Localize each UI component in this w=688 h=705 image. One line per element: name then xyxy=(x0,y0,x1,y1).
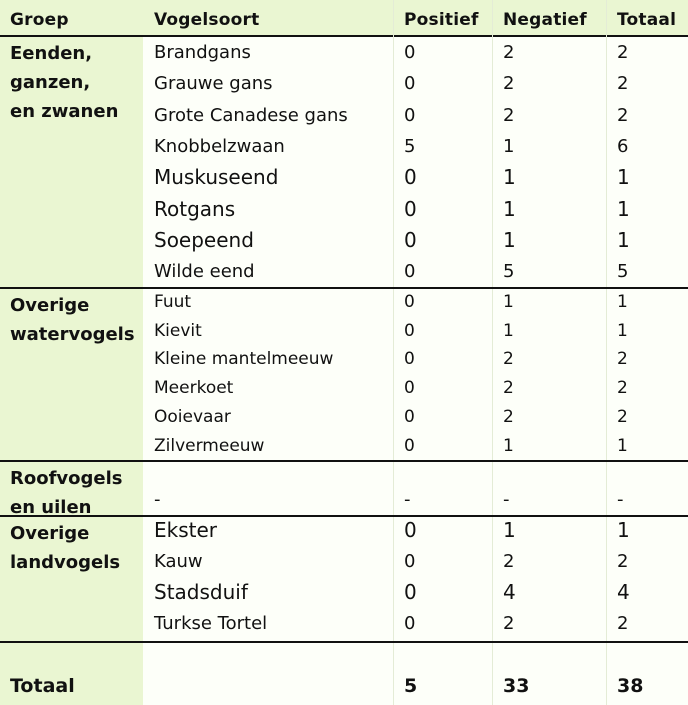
cell-negative: 1 xyxy=(503,196,516,221)
table-row xyxy=(0,318,688,349)
totals-negative: 33 xyxy=(503,675,530,697)
cell-species: Muskuseend xyxy=(154,165,279,190)
cell-total: 1 xyxy=(617,435,628,456)
cell-total: - xyxy=(617,489,624,510)
cell-positive: 0 xyxy=(404,42,416,63)
cell-positive: 0 xyxy=(404,378,415,399)
cell-negative: 1 xyxy=(503,292,514,312)
cell-species: Zilvermeeuw xyxy=(154,435,265,456)
group-name-line: ganzen, xyxy=(10,72,91,93)
totals-total: 38 xyxy=(617,675,644,697)
cell-positive: 0 xyxy=(404,165,417,190)
cell-positive: 0 xyxy=(404,196,417,221)
cell-species: Grote Canadese gans xyxy=(154,104,348,126)
cell-negative: 2 xyxy=(503,551,515,572)
cell-positive: 0 xyxy=(404,227,417,252)
cell-total: 2 xyxy=(617,378,628,399)
cell-total: 4 xyxy=(617,580,630,604)
table-row xyxy=(0,579,688,610)
group-name-line: Overige xyxy=(10,523,90,544)
cell-total: 2 xyxy=(617,406,628,427)
header-negative: Negatief xyxy=(503,10,587,30)
cell-positive: 0 xyxy=(404,613,416,634)
table-header xyxy=(0,0,688,37)
table-row xyxy=(0,548,688,579)
cell-species: Wilde eend xyxy=(154,261,255,283)
cell-negative: 2 xyxy=(503,42,515,63)
table-row xyxy=(0,375,688,406)
table-row xyxy=(0,486,688,517)
cell-species: Turkse Tortel xyxy=(154,613,268,634)
cell-positive: - xyxy=(404,489,411,510)
cell-species: Stadsduif xyxy=(154,580,248,604)
cell-positive: 0 xyxy=(404,73,416,95)
cell-total: 1 xyxy=(617,292,628,312)
cell-total: 1 xyxy=(617,320,628,341)
group-section xyxy=(0,462,688,517)
cell-negative: 1 xyxy=(503,518,516,542)
cell-species: Ekster xyxy=(154,518,218,542)
cell-positive: 0 xyxy=(404,320,415,341)
cell-species: Kievit xyxy=(154,320,202,341)
group-section xyxy=(0,517,688,643)
cell-positive: 0 xyxy=(404,104,416,126)
cell-negative: 2 xyxy=(503,378,514,399)
table-row xyxy=(0,39,688,70)
cell-total: 1 xyxy=(617,227,630,252)
cell-negative: 2 xyxy=(503,406,514,427)
cell-positive: 0 xyxy=(404,551,416,572)
group-section xyxy=(0,289,688,462)
cell-negative: 2 xyxy=(503,73,515,95)
cell-negative: 2 xyxy=(503,349,514,370)
cell-species: Grauwe gans xyxy=(154,73,273,95)
table-row xyxy=(0,133,688,164)
group-section xyxy=(0,37,688,289)
table-row xyxy=(0,70,688,101)
cell-total: 2 xyxy=(617,349,628,370)
cell-species: Fuut xyxy=(154,292,192,312)
header-species: Vogelsoort xyxy=(154,10,260,30)
cell-positive: 0 xyxy=(404,580,417,604)
cell-positive: 0 xyxy=(404,292,415,312)
cell-species: Rotgans xyxy=(154,196,236,221)
cell-species: Kauw xyxy=(154,551,203,572)
cell-negative: 1 xyxy=(503,165,516,190)
cell-species: - xyxy=(154,489,161,510)
group-name-line: en zwanen xyxy=(10,101,119,122)
table-row xyxy=(0,258,688,289)
cell-negative: 2 xyxy=(503,104,515,126)
cell-total: 5 xyxy=(617,261,629,283)
cell-positive: 5 xyxy=(404,135,416,157)
table-row xyxy=(0,164,688,195)
cell-species: Knobbelzwaan xyxy=(154,135,285,157)
cell-species: Soepeend xyxy=(154,227,254,252)
table-row xyxy=(0,196,688,227)
table-row xyxy=(0,346,688,377)
cell-negative: 1 xyxy=(503,435,514,456)
cell-total: 2 xyxy=(617,613,629,634)
cell-negative: 1 xyxy=(503,135,515,157)
cell-positive: 0 xyxy=(404,435,415,456)
table-row xyxy=(0,433,688,464)
table-row xyxy=(0,289,688,320)
cell-total: 1 xyxy=(617,518,630,542)
cell-positive: 0 xyxy=(404,406,415,427)
group-name-line: watervogels xyxy=(10,324,135,345)
table-row xyxy=(0,227,688,258)
cell-positive: 0 xyxy=(404,261,416,283)
cell-species: Kleine mantelmeeuw xyxy=(154,349,334,370)
totals-row xyxy=(0,672,688,703)
cell-negative: 1 xyxy=(503,320,514,341)
table-row xyxy=(0,404,688,435)
header-group: Groep xyxy=(10,10,69,30)
cell-negative: 4 xyxy=(503,580,516,604)
totals-label: Totaal xyxy=(10,675,75,697)
header-total: Totaal xyxy=(617,10,677,30)
group-name-line: Eenden, xyxy=(10,43,93,64)
group-name-line: landvogels xyxy=(10,552,121,573)
table-row xyxy=(0,610,688,641)
cell-negative: - xyxy=(503,489,510,510)
group-name-line: Overige xyxy=(10,295,90,316)
totals-positive: 5 xyxy=(404,675,418,697)
cell-total: 6 xyxy=(617,135,629,157)
cell-negative: 1 xyxy=(503,227,516,252)
cell-total: 2 xyxy=(617,42,629,63)
table-row xyxy=(0,517,688,548)
cell-species: Brandgans xyxy=(154,42,251,63)
cell-positive: 0 xyxy=(404,518,417,542)
cell-species: Ooievaar xyxy=(154,406,231,427)
cell-negative: 2 xyxy=(503,613,515,634)
cell-total: 2 xyxy=(617,104,629,126)
header-positive: Positief xyxy=(404,10,479,30)
table-row xyxy=(0,102,688,133)
cell-species: Meerkoet xyxy=(154,378,234,399)
cell-total: 2 xyxy=(617,551,629,572)
group-name-line: Roofvogels xyxy=(10,468,123,489)
cell-total: 1 xyxy=(617,165,630,190)
cell-negative: 5 xyxy=(503,261,515,283)
cell-total: 1 xyxy=(617,196,630,221)
cell-total: 2 xyxy=(617,73,629,95)
group-name-line: en uilen xyxy=(10,497,92,518)
cell-positive: 0 xyxy=(404,349,415,370)
